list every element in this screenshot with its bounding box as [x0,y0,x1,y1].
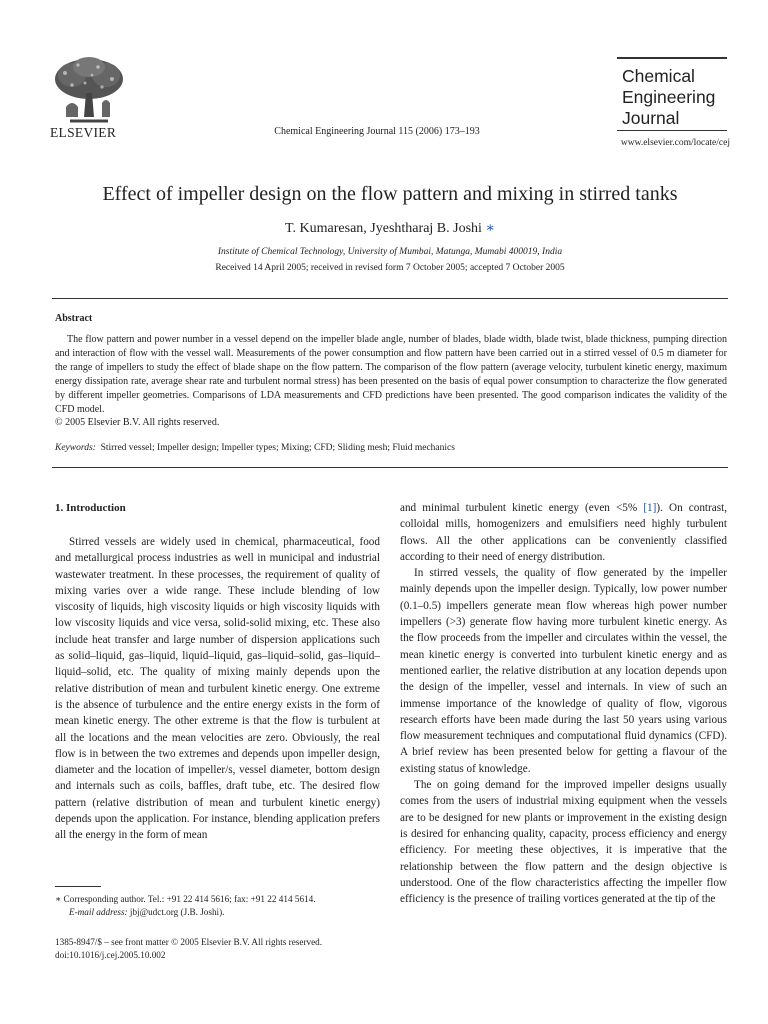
footnote [55,893,395,919]
corresponding-author-note: ∗ Corresponding author. Tel.: +91 22 414 5616; fax: +91 22 414 5614. [55,894,316,904]
paragraph-text: and minimal turbulent kinetic energy (even <5% [400,502,644,514]
abstract-rule-top [52,298,728,299]
author-names: T. Kumaresan, Jyeshtharaj B. Joshi [285,221,482,236]
publisher-brand: ELSEVIER [50,125,117,140]
intro-paragraph-1: Stirred vessels are widely used in chemical, pharmaceutical, food and metallurgical process industries as well in municipal and industrial wastewater treatment. In these processes, the requirement of quality of mixing varies over a wide range. These include blending of low viscosity of liquids, high viscosity liquids or high viscosity liquids with low viscosity liquids and vice versa, solid-solid mixing, etc. These also include heat transfer and large number of dispersion applications such as solid–liquid, gas–liquid, liquid–liquid, gas–liquid–solid, gas–liquid–liquid–solid, etc. The quality of mixing mainly depends upon the relative distribution of mean and turbulent kinetic energy. One extreme is the absence of turbulence and the entire energy exists in the form of mean kinetic energy. The other extreme is that the flow is turbulent at all the locations and the mean velocities are zero. Obviously, the real flow is in between the two extremes and depends upon impeller design, diameter and the location of impeller/s, vessel diameter, bottom design and internals such as coils, baffles, draft tube, etc. The desired flow pattern (relative distribution of mean and turbulent kinetic energy) depends upon the application. For instance, blending application prefers all the energy in the form of mean [55,536,380,842]
abstract-heading: Abstract [55,313,93,324]
journal-reference: Chemical Engineering Journal 115 (2006) 173–193 [274,126,480,137]
section-heading-introduction: 1. Introduction [55,502,126,514]
journal-box-rule-bottom [617,130,727,131]
keywords-label: Keywords: [55,443,96,453]
email-line [55,906,395,919]
left-column [55,534,380,844]
journal-name-line-1: Chemical [622,66,695,86]
abstract-body [55,333,727,417]
keywords-list: Stirred vessel; Impeller design; Impeller types; Mixing; CFD; Sliding mesh; Fluid mechanics [100,443,455,453]
keywords-line [55,443,455,453]
elsevier-tree-icon [50,55,128,123]
journal-name-line-2: Engineering [622,87,716,107]
intro-paragraph-2: In stirred vessels, the quality of flow generated by the impeller mainly depends upon the impeller design. Typically, low power number (0.1–0.5) impellers generate mean flow whereas high power number impellers (>3) generate flow having more turbulent kinetic energy. As the flow proceeds from the impeller and circulates within the vessel, the mean kinetic energy is converted into turbulent kinetic energy and as mentioned earlier, the relative distribution at any location depends upon the design of the impeller, vessel and internals. In view of such an immense importance of the knowledge of quality of flow, vigorous research efforts have been made during the last 50 years using various flow measurement techniques and computational fluid dynamics (CFD). A brief review has been presented below for getting a flavour of the existing status of knowledge. [400,567,727,775]
journal-name-line-3: Journal [622,108,680,128]
intro-paragraph-continued [400,500,727,565]
abstract-copyright: © 2005 Elsevier B.V. All rights reserved. [55,417,220,428]
footnote-rule [55,886,101,887]
abstract-text: The flow pattern and power number in a vessel depend on the impeller blade angle, number of blades, blade width, blade twist, blade thickness, pumping direction and interaction of flow with the vessel wall. Measurements of the power consumption and flow pattern have been carried out in a stirred vessel of 0.5 m diameter for the range of impellers to study the effect of blade shape on the flow pattern. The comparison of the flow pattern (average velocity, turbulent kinetic energy, maximum energy dissipation rate, average shear rate and turbulent normal stress) has been presented on the basis of equal power consumption to characterize the flow generated by different impeller geometries. Comparisons of LDA measurements and CFD predictions have been presented. The good comparison indicates the validity of the CFD model. [55,334,727,415]
intro-paragraph-3: The on going demand for the improved impeller designs usually comes from the users of industrial mixing equipment when the vessels are to be designed for new plants or improvement in the existing design is desired for enhancing quality, capacity, process efficiency and energy efficiency. For meeting these objectives, it is imperative that the relationship between the flow pattern and the design objective is understood. One of the flow characteristics affecting the impeller flow efficiency is the presence of trailing vortices generated at the tip of the [400,779,727,906]
elsevier-logo [50,55,128,123]
citation-link[interactable]: [1] [643,502,657,514]
issn-line: 1385-8947/$ – see front matter © 2005 Elsevier B.V. All rights reserved. [55,937,323,947]
journal-url-link[interactable]: www.elsevier.com/locate/cej [620,138,730,148]
email-address[interactable]: jbj@udct.org (J.B. Joshi). [127,907,225,917]
email-label: E-mail address: [69,907,128,917]
author-affiliation: Institute of Chemical Technology, University of Mumbai, Matunga, Mumabi 400019, India [217,247,563,257]
journal-box-rule-top [617,57,727,59]
article-title: Effect of impeller design on the flow pattern and mixing in stirred tanks [102,183,678,205]
journal-name [622,66,715,129]
front-matter-info [55,936,395,962]
paragraph-text: ). On contrast, colloidal mills, homogenizers and emulsifiers need highly turbulent flows. All the other applications can be conveniently classified according to their need of energy distribution. [400,502,727,563]
doi-line[interactable]: doi:10.1016/j.cej.2005.10.002 [55,950,166,960]
article-authors [40,220,740,237]
abstract-rule-bottom [52,467,728,468]
right-column [400,500,727,907]
received-dates: Received 14 April 2005; received in revised form 7 October 2005; accepted 7 October 2005 [215,263,565,273]
corresponding-author-mark[interactable]: ∗ [485,221,495,236]
